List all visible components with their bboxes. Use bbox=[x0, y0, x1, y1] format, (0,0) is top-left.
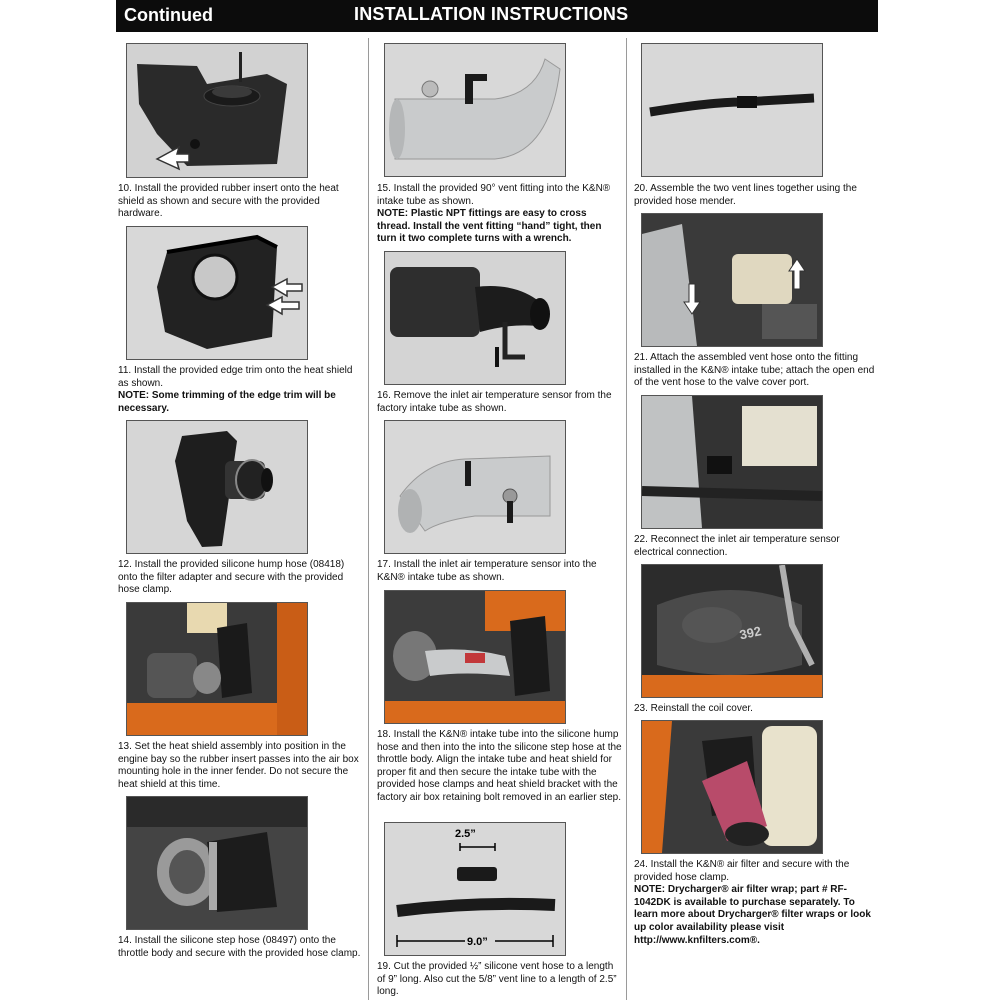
step-20-instruction: 20. Assemble the two vent lines together using the provided hose mender. bbox=[634, 183, 857, 207]
step-18-text bbox=[377, 729, 622, 805]
vent-hose-cut-diagram bbox=[384, 822, 566, 956]
step-hose-photo bbox=[126, 796, 308, 930]
step-16-instruction: 16. Remove the inlet air temperature sensor from the factory intake tube as shown. bbox=[377, 390, 612, 414]
air-filter-installed-photo bbox=[641, 720, 823, 854]
step-15-instruction: 15. Install the provided 90° vent fitting into the K&N® intake tube as shown. bbox=[377, 183, 611, 207]
step-14-text bbox=[118, 935, 363, 960]
step-17-instruction: 17. Install the inlet air temperature sensor into the K&N® intake tube as shown. bbox=[377, 559, 597, 583]
step-13-instruction: 13. Set the heat shield assembly into position in the engine bay so the rubber insert passes into the air box mounting hole in the inner fender. Do not secure the heat shield at this time. bbox=[118, 741, 359, 790]
step-11-note: NOTE: Some trimming of the edge trim will be necessary. bbox=[118, 390, 336, 414]
step-10-text bbox=[118, 183, 363, 221]
step-11-instruction: 11. Install the provided edge trim onto the heat shield as shown. bbox=[118, 365, 353, 389]
step-19-instruction: 19. Cut the provided ½” silicone vent hose to a length of 9” long. Also cut the 5/8” vent line to a length of 2.5” long. bbox=[377, 961, 617, 998]
step-19-text bbox=[377, 961, 622, 999]
continued-label: Continued bbox=[124, 5, 213, 25]
vent-hose-attached-photo bbox=[641, 213, 823, 347]
vent-fitting-photo bbox=[384, 43, 566, 177]
coil-cover-photo bbox=[641, 564, 823, 698]
step-24-note: NOTE: Drycharger® air filter wrap; part # RF-1042DK is available to purchase separately. To learn more about Drycharger® filter wraps or look up color availability please visit http://www.knfilters.com®. bbox=[634, 884, 871, 946]
step-21-text bbox=[634, 352, 879, 390]
short-length-label: 2.5” bbox=[455, 828, 476, 840]
step-15-text bbox=[377, 183, 622, 246]
step-22-instruction: 22. Reconnect the inlet air temperature sensor electrical connection. bbox=[634, 534, 840, 558]
step-14-instruction: 14. Install the silicone step hose (08497) onto the throttle body and secure with the provided hose clamp. bbox=[118, 935, 361, 959]
column-divider-1 bbox=[368, 38, 369, 1000]
heat-shield-rubber-insert-photo bbox=[126, 43, 308, 178]
step-22-text bbox=[634, 534, 879, 559]
long-length-label: 9.0” bbox=[467, 936, 488, 948]
step-24-instruction: 24. Install the K&N® air filter and secure with the provided hose clamp. bbox=[634, 859, 850, 883]
heat-shield-edge-trim-photo bbox=[126, 226, 308, 360]
engine-bay-heat-shield-photo bbox=[126, 602, 308, 736]
page-title: INSTALLATION INSTRUCTIONS bbox=[354, 4, 629, 24]
step-23-text bbox=[634, 703, 879, 716]
intake-tube-installed-photo bbox=[384, 590, 566, 724]
sensor-connection-photo bbox=[641, 395, 823, 529]
factory-intake-sensor-photo bbox=[384, 251, 566, 385]
vent-lines-photo bbox=[641, 43, 823, 177]
step-21-instruction: 21. Attach the assembled vent hose onto the fitting installed in the K&N® intake tube; attach the open end of the vent hose to the valve cover port. bbox=[634, 352, 875, 389]
step-10-instruction: 10. Install the provided rubber insert onto the heat shield as shown and secure with the provided hardware. bbox=[118, 183, 339, 220]
step-20-text bbox=[634, 183, 879, 208]
step-15-note: NOTE: Plastic NPT fittings are easy to cross thread. Install the vent fitting “hand” tight, then turn it two complete turns with a wrench. bbox=[377, 208, 602, 245]
step-16-text bbox=[377, 390, 622, 415]
svg-text:392: 392 bbox=[738, 623, 763, 643]
step-12-text bbox=[118, 559, 363, 597]
step-13-text bbox=[118, 741, 363, 791]
step-18-instruction: 18. Install the K&N® intake tube into the silicone hump hose and then into the into the silicone step hose at the throttle body. Align the intake tube and heat shield for proper fit and then secure the intake tube with the provided hose clamps and heat shield bracket with the factory air box retaining bolt removed in an earlier step. bbox=[377, 729, 622, 803]
step-12-instruction: 12. Install the provided silicone hump hose (08418) onto the filter adapter and secure with the provided hose clamp. bbox=[118, 559, 345, 596]
column-divider-2 bbox=[626, 38, 627, 1000]
hump-hose-photo bbox=[126, 420, 308, 554]
step-17-text bbox=[377, 559, 622, 584]
header-bar bbox=[116, 0, 878, 32]
step-23-instruction: 23. Reinstall the coil cover. bbox=[634, 703, 753, 714]
step-24-text bbox=[634, 859, 879, 947]
intake-tube-sensor-photo bbox=[384, 420, 566, 554]
step-11-text bbox=[118, 365, 363, 415]
